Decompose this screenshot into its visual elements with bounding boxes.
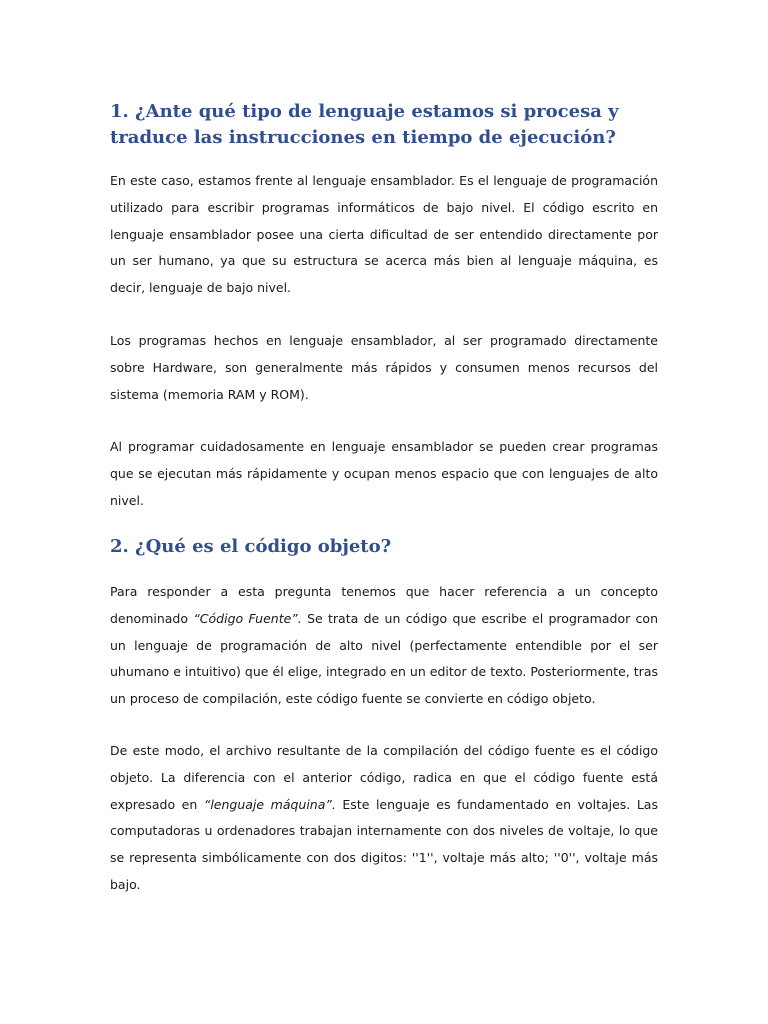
section-1-paragraph-3: Al programar cuidadosamente en lenguaje ensamblador se pueden crear programas que se ejecutan más rápidamente y ocupan menos espacio que con lenguajes de alto nivel.: [110, 439, 658, 508]
paragraph-text: Para responder a esta pregunta tenemos que hacer referencia a un concepto denominado: [110, 584, 658, 626]
paragraph-text: Se trata de un código que escribe el programador con un lenguaje de programación de alto nivel (perfectamente entendible por el ser uhumano e intuitivo) que él elige, integrado en un editor de texto. Posteriormente, tras un proceso de compilación, este código fuente se convierte en código objeto.: [110, 610, 658, 707]
paragraph-text: Este lenguaje es fundamentado en voltajes. Las computadoras u ordenadores trabajan internamente con dos niveles de voltaje, lo que se representa simbólicamente con dos digitos: ''1'', voltaje más alto; ''0'', voltaje más bajo.: [110, 796, 658, 892]
section-2-paragraph-1: [110, 579, 658, 713]
section-2-heading: 2. ¿Qué es el código objeto?: [110, 536, 392, 557]
italic-term: “Código Fuente”.: [193, 610, 302, 626]
italic-term: “lenguaje máquina”.: [203, 796, 336, 812]
section-1-heading: 1. ¿Ante qué tipo de lenguaje estamos si procesa y traduce las instrucciones en tiempo de ejecución?: [110, 101, 619, 148]
section-1-paragraph-2: Los programas hechos en lenguaje ensamblador, al ser programado directamente sobre Hardware, son generalmente más rápidos y consumen menos recursos del sistema (memoria RAM y ROM).: [110, 333, 658, 402]
section-2-paragraph-2: [110, 738, 658, 899]
section-1-paragraph-1: En este caso, estamos frente al lenguaje ensamblador. Es el lenguaje de programación utilizado para escribir programas informáticos de bajo nivel. El código escrito en lenguaje ensamblador posee una cierta dificultad de ser entendido directamente por un ser humano, ya que su estructura se acerca más bien al lenguaje máquina, es decir, lenguaje de bajo nivel.: [110, 173, 658, 296]
paragraph-text: De este modo, el archivo resultante de la compilación del código fuente es el código objeto. La diferencia con el anterior código, radica en que el código fuente está expresado en: [110, 743, 658, 812]
